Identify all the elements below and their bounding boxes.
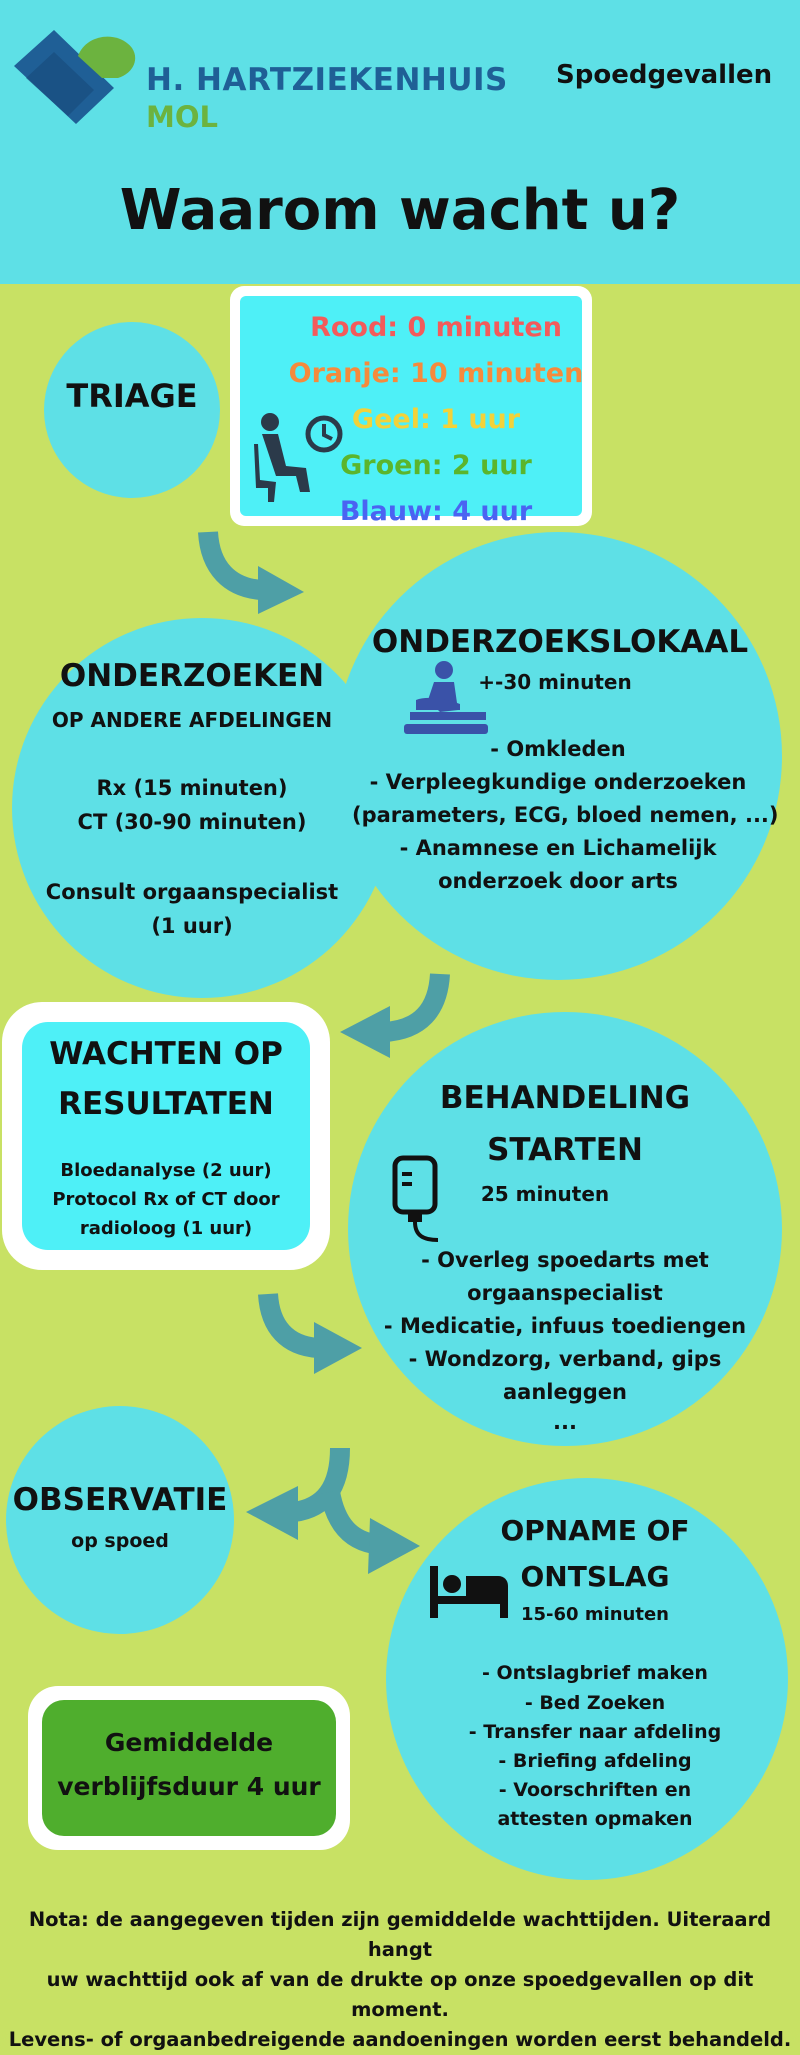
wachten-line-3: radioloog (1 uur) — [79, 1218, 253, 1239]
opname-item-3: - Transfer naar afdeling — [468, 1721, 722, 1743]
gemiddelde-line-2: verblijfsduur 4 uur — [57, 1772, 321, 1801]
opname-item-6: attesten opmaken — [497, 1808, 693, 1830]
footer-note-line-1: Nota: de aangegeven tijden zijn gemiddelde wachttijden. Uiteraard hangt — [28, 1908, 772, 1961]
opname-item-5: - Voorschriften en — [498, 1779, 692, 1801]
opname-item-4: - Briefing afdeling — [498, 1750, 692, 1772]
bed-icon — [428, 1562, 510, 1620]
behandeling-item-4: - Wondzorg, verband, gips — [408, 1347, 722, 1371]
gemiddelde-line-1: Gemiddelde — [104, 1728, 274, 1757]
observatie-circle — [6, 1406, 234, 1634]
flow-arrow-1 — [200, 528, 310, 618]
observatie-subtitle: op spoed — [71, 1530, 169, 1552]
iv-bag-icon — [390, 1152, 444, 1244]
opname-title-1: OPNAME OF — [500, 1514, 690, 1547]
behandeling-item-1: - Overleg spoedarts met — [421, 1248, 709, 1272]
footer-note-line-2: uw wachttijd ook af van de drukte op onze spoedgevallen op dit moment. — [46, 1968, 754, 2021]
onderzoeken-title: ONDERZOEKEN — [59, 658, 325, 694]
behandeling-item-3: - Medicatie, infuus toediengen — [383, 1314, 747, 1338]
opname-time: 15-60 minuten — [520, 1604, 670, 1625]
behandeling-item-5: aanleggen — [503, 1380, 627, 1404]
onderzoekslokaal-item-4: - Anamnese en Lichamelijk — [399, 836, 717, 860]
logo-name: H. HARTZIEKENHUIS — [146, 62, 508, 98]
onderzoeken-consult: Consult orgaanspecialist — [45, 880, 339, 904]
page-title: Waarom wacht u? — [119, 178, 681, 243]
triage-level-blue: Blauw: 4 uur — [339, 496, 533, 527]
opname-title-2: ONTSLAG — [520, 1560, 670, 1593]
triage-level-orange: Oranje: 10 minuten — [288, 358, 584, 389]
flow-arrow-split — [244, 1448, 422, 1578]
wachten-title-2: RESULTATEN — [58, 1086, 274, 1122]
onderzoekslokaal-item-5: onderzoek door arts — [438, 869, 678, 893]
onderzoekslokaal-item-3: (parameters, ECG, bloed nemen, ...) — [352, 803, 779, 827]
wachten-title-1: WACHTEN OP — [49, 1036, 283, 1072]
behandeling-title-2: STARTEN — [487, 1132, 643, 1168]
triage-level-green: Groen: 2 uur — [340, 450, 532, 481]
onderzoekslokaal-title: ONDERZOEKSLOKAAL — [371, 624, 749, 660]
onderzoeken-subtitle: OP ANDERE AFDELINGEN — [51, 708, 333, 732]
triage-label: TRIAGE — [66, 377, 198, 415]
waiting-person-clock-icon — [248, 410, 344, 506]
wachten-line-1: Bloedanalyse (2 uur) — [60, 1160, 272, 1181]
behandeling-item-2: orgaanspecialist — [467, 1281, 663, 1305]
behandeling-item-6: ... — [553, 1410, 577, 1434]
wachten-line-2: Protocol Rx of CT door — [52, 1189, 280, 1210]
observatie-title: OBSERVATIE — [12, 1482, 228, 1518]
opname-item-2: - Bed Zoeken — [524, 1692, 666, 1714]
behandeling-title-1: BEHANDELING — [439, 1080, 691, 1116]
onderzoekslokaal-item-1: - Omkleden — [490, 737, 626, 761]
triage-level-red: Rood: 0 minuten — [310, 312, 562, 343]
onderzoeken-consult-time: (1 uur) — [151, 914, 233, 938]
hospital-logo — [6, 26, 138, 132]
department-label: Spoedgevallen — [556, 60, 773, 90]
footer-note-line-3: Levens- of orgaanbedreigende aandoeningen worden eerst behandeld. — [8, 2028, 792, 2051]
onderzoeken-rx: Rx (15 minuten) — [96, 776, 288, 800]
logo-city: MOL — [146, 100, 218, 134]
onderzoekslokaal-item-2: - Verpleegkundige onderzoeken — [369, 770, 747, 794]
opname-item-1: - Ontslagbrief maken — [482, 1662, 708, 1684]
onderzoeken-ct: CT (30-90 minuten) — [77, 810, 307, 834]
triage-level-yellow: Geel: 1 uur — [351, 404, 521, 435]
footer-note — [0, 1905, 800, 2055]
behandeling-time: 25 minuten — [480, 1182, 610, 1206]
onderzoekslokaal-time: +-30 minuten — [478, 670, 632, 694]
gemiddelde-card — [42, 1700, 336, 1836]
flow-arrow-3 — [258, 1292, 368, 1382]
